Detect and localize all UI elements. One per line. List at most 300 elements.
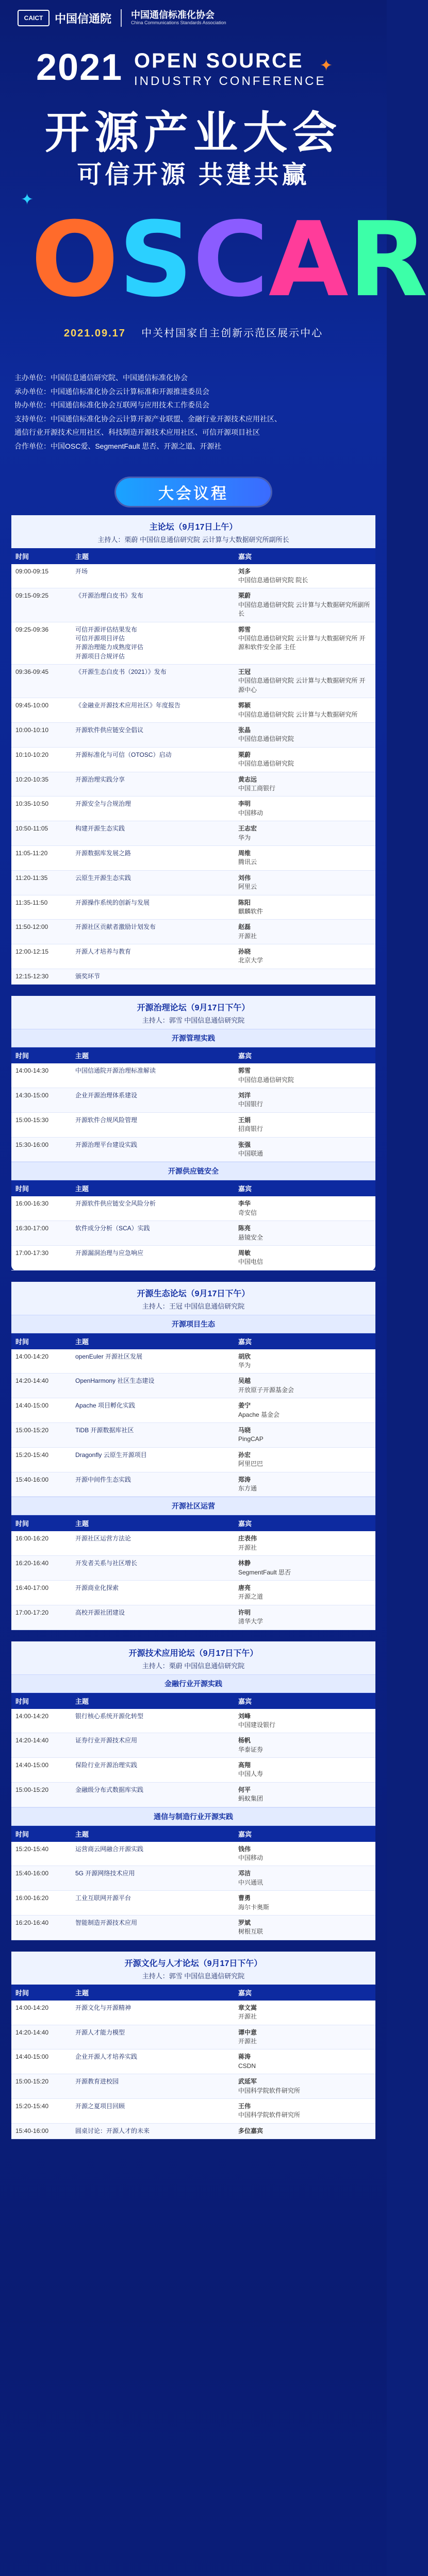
agenda-topic [71, 944, 234, 969]
agenda-topic [71, 2123, 234, 2139]
subsection-title: 开源管理实践 [11, 1029, 375, 1047]
agenda-topic-line: 可信开源项目评估 [75, 634, 125, 642]
speaker-name: 谭中意 [238, 2028, 257, 2036]
section-header [11, 996, 375, 1029]
agenda-row [11, 1112, 375, 1137]
agenda-speaker [234, 1580, 375, 1605]
agenda-time: 14:30-15:00 [11, 1088, 71, 1113]
agenda-speaker [234, 2123, 375, 2139]
agenda-table-header [11, 1985, 375, 2001]
agenda-time: 15:20-15:40 [11, 1842, 71, 1866]
agenda-topic [71, 1349, 234, 1374]
agenda-topic-line: Dragonfly 云原生开源项目 [75, 1451, 147, 1459]
agenda-speaker [234, 870, 375, 895]
speaker-name: 吴越 [238, 1377, 251, 1385]
speaker-org: 中国科学院软件研究所 [238, 2087, 301, 2094]
speaker-org: 开放原子开源基金会 [238, 1386, 294, 1394]
agenda-topic [71, 1782, 234, 1807]
column-header-time: 时间 [11, 548, 71, 564]
speaker-name: 唐亮 [238, 1584, 251, 1591]
agenda-topic-line: 智能制造开源技术应用 [75, 1919, 138, 1926]
caict-logo-mark: CAICT [18, 10, 50, 26]
agenda-row [11, 2074, 375, 2099]
speaker-name: 黄志远 [238, 775, 257, 783]
agenda-topic-line: 企业开源治理体系建设 [75, 1092, 138, 1099]
oscar-wordmark [31, 200, 428, 320]
speaker-org: 阿里巴巴 [238, 1460, 264, 1468]
agenda-speaker [234, 969, 375, 984]
agenda-topic [71, 1891, 234, 1916]
agenda-topic [71, 1196, 234, 1221]
organizer-line: 主办单位：中国信息通信研究院、中国通信标准化协会 [14, 374, 188, 382]
agenda-speaker [234, 845, 375, 870]
agenda-speaker [234, 1245, 375, 1270]
column-header-topic: 主题 [71, 1985, 234, 2001]
agenda-speaker [234, 1349, 375, 1374]
sparkle-icon: ✦ [320, 57, 333, 74]
agenda-speaker [234, 1782, 375, 1807]
speaker-org: 开源社 [238, 2013, 257, 2021]
speaker-org: 中国科学院软件研究所 [238, 2111, 301, 2119]
agenda-time: 10:10-10:20 [11, 747, 71, 772]
agenda-topic-line: 保险行业开源治理实践 [75, 1761, 138, 1769]
column-header-time: 时间 [11, 1985, 71, 2001]
agenda-time: 16:00-16:20 [11, 1891, 71, 1916]
agenda-row [11, 1758, 375, 1783]
speaker-name: 多位嘉宾 [238, 2127, 264, 2134]
agenda-table-header [11, 1180, 375, 1196]
agenda-topic [71, 1733, 234, 1758]
subsection-title: 开源项目生态 [11, 1315, 375, 1333]
speaker-org: 中国建设银行 [238, 1721, 276, 1728]
column-header-who: 嘉宾 [234, 1693, 375, 1709]
agenda-row [11, 895, 375, 920]
speaker-org: 招商银行 [238, 1125, 264, 1133]
agenda-topic-line: 颁奖环节 [75, 972, 101, 980]
agenda-topic-line: 开源社区运营方法论 [75, 1535, 131, 1543]
agenda-topic [71, 870, 234, 895]
agenda-speaker [234, 920, 375, 944]
speaker-name: 刘洋 [238, 1092, 251, 1099]
hero-title-zh: 开源产业大会 [45, 108, 342, 158]
organizer-info [0, 366, 387, 466]
speaker-org: 麒麟软件 [238, 907, 264, 915]
agenda-row [11, 1733, 375, 1758]
speaker-name: 王娟 [238, 1116, 251, 1124]
agenda-time: 12:15-12:30 [11, 969, 71, 984]
agenda-speaker [234, 1891, 375, 1916]
agenda-speaker [234, 2025, 375, 2049]
ccsa-logo-text: 中国通信标准化协会 [131, 10, 215, 21]
agenda-time: 16:30-17:00 [11, 1221, 71, 1246]
agenda-topic-line: 云原生开源生态实践 [75, 874, 131, 882]
speaker-name: 刘峰 [238, 1712, 251, 1720]
speaker-org: 华泰证券 [238, 1745, 264, 1753]
column-header-topic: 主题 [71, 1515, 234, 1531]
agenda-row [11, 564, 375, 588]
hero-date-line [0, 325, 387, 340]
speaker-name: 钱伟 [238, 1845, 251, 1853]
agenda-time: 15:40-16:00 [11, 1472, 71, 1497]
section-title: 开源生态论坛（9月17日下午） [137, 1289, 250, 1298]
column-header-who: 嘉宾 [234, 1047, 375, 1063]
speaker-org: PingCAP [238, 1435, 264, 1443]
section-host: 主持人：郭雪 中国信息通信研究院 [142, 1972, 245, 1980]
speaker-org: 中国人寿 [238, 1770, 264, 1778]
agenda-topic [71, 2074, 234, 2099]
speaker-name: 栗蔚 [238, 592, 251, 600]
agenda-row [11, 1137, 375, 1162]
column-header-who: 嘉宾 [234, 1180, 375, 1196]
agenda-time: 16:00-16:20 [11, 1531, 71, 1555]
speaker-org: 开源之道 [238, 1593, 264, 1601]
agenda-row [11, 845, 375, 870]
speaker-org: 树根互联 [238, 1928, 264, 1936]
speaker-org: 中国电信 [238, 1258, 264, 1266]
speaker-org: 开源社 [238, 2037, 257, 2045]
column-header-who: 嘉宾 [234, 1826, 375, 1842]
sparkle-icon: ✦ [21, 191, 34, 208]
agenda-topic-line: 《开源治理白皮书》发布 [75, 592, 144, 600]
agenda-topic [71, 1137, 234, 1162]
agenda-time: 09:15-09:25 [11, 588, 71, 622]
speaker-org: 中国信息通信研究院 云计算与大数据研究所 开源和软件安全部 主任 [238, 634, 366, 651]
agenda-title: 大会议程 [116, 478, 271, 506]
agenda-topic [71, 1605, 234, 1630]
agenda-topic-line: 开源软件供应链安全倡议 [75, 726, 144, 734]
agenda-time: 14:00-14:20 [11, 1709, 71, 1733]
agenda-speaker [234, 588, 375, 622]
agenda-speaker [234, 2074, 375, 2099]
agenda-topic-line: OpenHarmony 社区生态建设 [75, 1377, 155, 1385]
agenda-topic-line: 开源社区贡献者激励计划发布 [75, 923, 156, 931]
agenda-time: 09:25-09:36 [11, 622, 71, 665]
agenda-speaker [234, 1423, 375, 1448]
speaker-name: 杨帆 [238, 1737, 251, 1744]
speaker-name: 赵磊 [238, 923, 251, 931]
agenda-topic [71, 698, 234, 723]
agenda-time: 15:40-16:00 [11, 1866, 71, 1891]
agenda-table [11, 1180, 375, 1270]
organizer-line: 承办单位：中国通信标准化协会云计算标准和开源推进委员会 [14, 387, 209, 396]
agenda-topic [71, 1221, 234, 1246]
agenda-time: 15:00-15:20 [11, 1782, 71, 1807]
speaker-org: 中国工商银行 [238, 784, 276, 792]
agenda-row [11, 1866, 375, 1891]
agenda-row [11, 1196, 375, 1221]
column-header-time: 时间 [11, 1047, 71, 1063]
speaker-name: 武延军 [238, 2078, 257, 2086]
agenda-topic-line: 开源教育进校园 [75, 2078, 119, 2086]
agenda-topic [71, 747, 234, 772]
agenda-topic-line: 开场 [75, 567, 88, 575]
ccsa-logo [131, 10, 226, 26]
agenda-topic [71, 1374, 234, 1398]
agenda-speaker [234, 944, 375, 969]
agenda-time: 14:40-15:00 [11, 1758, 71, 1783]
column-header-time: 时间 [11, 1515, 71, 1531]
agenda-speaker [234, 1196, 375, 1221]
agenda-topic-line: 高校开源社团建设 [75, 1608, 125, 1616]
agenda-topic [71, 1915, 234, 1940]
column-header-topic: 主题 [71, 1047, 234, 1063]
column-header-topic: 主题 [71, 1826, 234, 1842]
column-header-who: 嘉宾 [234, 1515, 375, 1531]
column-header-who: 嘉宾 [234, 548, 375, 564]
agenda-table [11, 1047, 375, 1162]
agenda-speaker [234, 1137, 375, 1162]
column-header-who: 嘉宾 [234, 1985, 375, 2001]
agenda-card [11, 1952, 375, 2139]
agenda-time: 14:20-14:40 [11, 2025, 71, 2049]
agenda-topic [71, 1531, 234, 1555]
speaker-name: 邓洁 [238, 1870, 251, 1877]
speaker-org: 悬镜安全 [238, 1233, 264, 1241]
agenda-row [11, 2001, 375, 2025]
agenda-speaker [234, 1398, 375, 1423]
agenda-time: 17:00-17:20 [11, 1605, 71, 1630]
agenda-row [11, 698, 375, 723]
speaker-name: 王志宏 [238, 825, 257, 833]
agenda-topic-line: 开源之夏项目回顾 [75, 2102, 125, 2110]
agenda-topic [71, 1245, 234, 1270]
agenda-topic [71, 1112, 234, 1137]
agenda-speaker [234, 1472, 375, 1497]
speaker-org: Apache 基金会 [238, 1411, 280, 1418]
agenda-time: 14:20-14:40 [11, 1374, 71, 1398]
agenda-topic-line: 开源治理平台建设实践 [75, 1141, 138, 1148]
agenda-topic-line: 开源中间件生态实践 [75, 1476, 131, 1483]
agenda-row [11, 723, 375, 748]
agenda-topic-line: 圆桌讨论：开源人才的未来 [75, 2127, 150, 2134]
agenda-topic-line: 开源文化与开源精神 [75, 2004, 131, 2011]
agenda-row [11, 796, 375, 821]
agenda-topic [71, 564, 234, 588]
agenda-topic [71, 1758, 234, 1783]
agenda-sections [0, 515, 387, 2140]
agenda-row [11, 1374, 375, 1398]
hero-year: 2021 [36, 47, 123, 88]
column-header-time: 时间 [11, 1333, 71, 1349]
agenda-topic [71, 1842, 234, 1866]
agenda-topic-line: 开源数据库发展之路 [75, 849, 131, 857]
speaker-org: 华为 [238, 834, 251, 841]
agenda-time: 15:00-15:20 [11, 2074, 71, 2099]
column-header-topic: 主题 [71, 1333, 234, 1349]
agenda-time: 11:20-11:35 [11, 870, 71, 895]
agenda-topic-line: 开源安全与合规治理 [75, 800, 131, 808]
agenda-time: 14:40-15:00 [11, 2049, 71, 2074]
agenda-row [11, 2098, 375, 2123]
speaker-name: 刘多 [238, 567, 251, 575]
speaker-name: 章文嵩 [238, 2004, 257, 2011]
column-header-who: 嘉宾 [234, 1333, 375, 1349]
speaker-org: 中兴通讯 [238, 1878, 264, 1886]
speaker-name: 马晓 [238, 1427, 251, 1434]
organizer-line: 通信行业开源技术应用社区、科技制造开源技术应用社区、可信开源项目社区 [14, 428, 260, 437]
agenda-time: 14:20-14:40 [11, 1733, 71, 1758]
speaker-org: SegmentFault 思否 [238, 1568, 291, 1576]
speaker-name: 张晶 [238, 726, 251, 734]
agenda-time: 16:20-16:40 [11, 1915, 71, 1940]
section-host: 主持人：栗蔚 中国信息通信研究院 云计算与大数据研究所副所长 [97, 535, 289, 544]
agenda-topic-line: 金融级分布式数据库实践 [75, 1786, 144, 1793]
agenda-topic-line: 可信开源评估结果发布 [75, 625, 138, 633]
agenda-time: 16:20-16:40 [11, 1556, 71, 1581]
agenda-topic-line: 开源标准化与可信（OTOSC）启动 [75, 751, 172, 758]
agenda-topic [71, 2025, 234, 2049]
agenda-row [11, 1842, 375, 1866]
agenda-time: 11:35-11:50 [11, 895, 71, 920]
agenda-card [11, 996, 375, 1270]
agenda-topic-line: 《金融业开源技术应用社区》年度报告 [75, 702, 181, 709]
agenda-table-header [11, 1515, 375, 1531]
agenda-speaker [234, 772, 375, 796]
oscar-letter: C [193, 200, 269, 320]
speaker-org: 中国信息通信研究院 [238, 735, 294, 743]
agenda-row [11, 1349, 375, 1374]
agenda-row [11, 870, 375, 895]
section-header [11, 1952, 375, 1985]
agenda-row [11, 969, 375, 984]
agenda-speaker [234, 1842, 375, 1866]
agenda-topic [71, 2098, 234, 2123]
section-header [11, 1641, 375, 1674]
organizer-line: 协办单位：中国通信标准化协会互联网与应用技术工作委员会 [14, 401, 209, 410]
hero-slogan: 可信开源 共建共赢 [77, 161, 310, 189]
speaker-org: 中国信息通信研究院 院长 [238, 576, 308, 584]
speaker-org: 东方通 [238, 1485, 257, 1492]
speaker-org: 中国信息通信研究院 云计算与大数据研究所 开源中心 [238, 677, 366, 693]
logo-divider [121, 9, 122, 27]
speaker-org: 清华大学 [238, 1618, 264, 1625]
section-host: 主持人：王冠 中国信息通信研究院 [142, 1302, 245, 1310]
speaker-name: 庄表伟 [238, 1535, 257, 1543]
agenda-table [11, 1985, 375, 2139]
agenda-time: 15:40-16:00 [11, 2123, 71, 2139]
agenda-table [11, 548, 375, 985]
agenda-topic-line: 开源人才培养与教育 [75, 948, 131, 956]
subsection-title: 开源供应链安全 [11, 1162, 375, 1180]
agenda-speaker [234, 1531, 375, 1555]
agenda-time: 10:35-10:50 [11, 796, 71, 821]
section-header [11, 515, 375, 548]
agenda-row [11, 1245, 375, 1270]
agenda-time: 15:20-15:40 [11, 1447, 71, 1472]
speaker-org: 海尔卡奥斯 [238, 1903, 270, 1911]
caict-logo [18, 10, 111, 26]
agenda-topic-line: 运营商云网融合开源实践 [75, 1845, 144, 1853]
speaker-name: 陈亮 [238, 1225, 251, 1232]
speaker-org: 蚂蚁集团 [238, 1795, 264, 1803]
agenda-topic [71, 1398, 234, 1423]
agenda-row [11, 1447, 375, 1472]
agenda-time: 14:40-15:00 [11, 1398, 71, 1423]
agenda-time: 09:00-09:15 [11, 564, 71, 588]
agenda-topic-line: 银行核心系统开源化转型 [75, 1712, 144, 1720]
agenda-topic [71, 1447, 234, 1472]
top-bar [0, 0, 387, 36]
speaker-org: 北京大学 [238, 957, 264, 964]
agenda-row [11, 1472, 375, 1497]
agenda-topic-line: 开发者关系与社区增长 [75, 1560, 138, 1567]
agenda-topic-line: 开源人才能力模型 [75, 2028, 125, 2036]
speaker-name: 许明 [238, 1608, 251, 1616]
agenda-table [11, 1515, 375, 1630]
agenda-table [11, 1333, 375, 1497]
agenda-row [11, 1531, 375, 1555]
agenda-table [11, 1826, 375, 1940]
agenda-time: 16:40-17:00 [11, 1580, 71, 1605]
agenda-topic-line: 《开源生态白皮书（2021）》发布 [75, 668, 167, 676]
agenda-speaker [234, 1758, 375, 1783]
speaker-name: 陈阳 [238, 899, 251, 906]
speaker-org: 中国联通 [238, 1149, 264, 1157]
agenda-speaker [234, 698, 375, 723]
speaker-name: 刘伟 [238, 874, 251, 882]
agenda-topic [71, 1423, 234, 1448]
agenda-table-header [11, 1333, 375, 1349]
agenda-topic-line: openEuler 开源社区发展 [75, 1352, 143, 1360]
agenda-topic-line: 开源软件合规风险管理 [75, 1116, 138, 1124]
agenda-topic-line: 软件成分分析（SCA）实践 [75, 1225, 150, 1232]
speaker-name: 郭颖 [238, 702, 251, 709]
agenda-topic [71, 1063, 234, 1088]
agenda-table-header [11, 548, 375, 564]
agenda-speaker [234, 1709, 375, 1733]
agenda-topic-line: 开源软件供应链安全风险分析 [75, 1200, 156, 1208]
speaker-name: 王伟 [238, 2102, 251, 2110]
speaker-name: 姜宁 [238, 1402, 251, 1410]
oscar-letter: S [119, 200, 193, 320]
oscar-letter: A [268, 200, 349, 320]
organizer-line: 合作单位：中国OSC爱、SegmentFault 思否、开源之道、开源社 [14, 442, 222, 450]
agenda-time: 14:00-14:20 [11, 2001, 71, 2025]
agenda-card [11, 515, 375, 985]
agenda-row [11, 944, 375, 969]
agenda-time: 15:30-16:00 [11, 1137, 71, 1162]
agenda-row [11, 1891, 375, 1916]
agenda-speaker [234, 1447, 375, 1472]
column-header-topic: 主题 [71, 548, 234, 564]
agenda-topic [71, 1580, 234, 1605]
agenda-speaker [234, 821, 375, 846]
section-title: 开源治理论坛（9月17日下午） [137, 1004, 250, 1013]
agenda-speaker [234, 1063, 375, 1088]
caict-logo-text: 中国信通院 [55, 12, 112, 25]
agenda-speaker [234, 747, 375, 772]
hero-open-source: OPEN SOURCE [134, 49, 304, 72]
agenda-speaker [234, 1112, 375, 1137]
agenda-time: 09:45-10:00 [11, 698, 71, 723]
agenda-topic [71, 622, 234, 665]
speaker-org: 腾讯云 [238, 858, 257, 866]
speaker-name: 蒋涛 [238, 2053, 251, 2061]
speaker-org: 中国信息通信研究院 云计算与大数据研究所副所长 [238, 601, 370, 618]
agenda-time: 17:00-17:30 [11, 1245, 71, 1270]
speaker-name: 王冠 [238, 668, 251, 676]
agenda-topic-line: 证券行业开源技术应用 [75, 1737, 138, 1744]
speaker-name: 郭雪 [238, 625, 251, 633]
agenda-topic-line: 开源漏洞治理与应急响应 [75, 1249, 144, 1257]
agenda-card [11, 1282, 375, 1630]
agenda-row [11, 2123, 375, 2139]
speaker-name: 胡欣 [238, 1352, 251, 1360]
agenda-topic [71, 1088, 234, 1113]
agenda-row [11, 1088, 375, 1113]
subsection-title: 金融行业开源实践 [11, 1674, 375, 1693]
agenda-topic [71, 796, 234, 821]
